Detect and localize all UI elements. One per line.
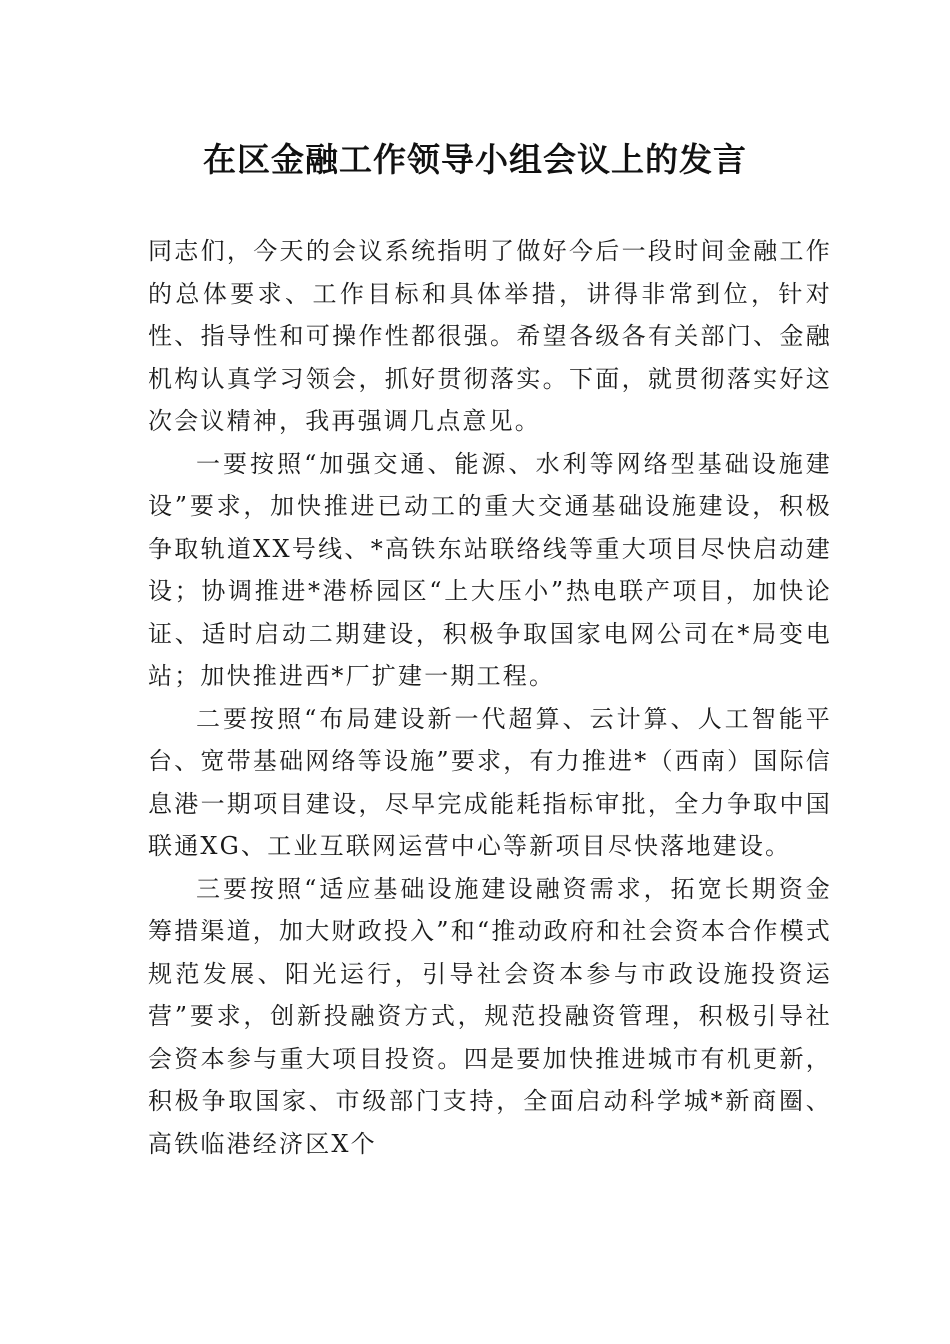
paragraph-opening: 同志们，今天的会议系统指明了做好今后一段时间金融工作的总体要求、工作目标和具体举措，讲得非常到位，针对性、指导性和可操作性都很强。希望各级各有关部门、金融机构认真学习领会，抓好贯彻落实。下面，就贯彻落实好这次会议精神，我再强调几点意见。 xyxy=(148,237,832,435)
document-title: 在区金融工作领导小组会议上的发言 xyxy=(203,140,747,179)
document-body xyxy=(148,230,832,1165)
paragraph-point-two: 二要按照“布局建设新一代超算、云计算、人工智能平台、宽带基础网络等设施”要求，有力推进*（西南）国际信息港一期项目建设，尽早完成能耗指标审批，全力争取中国联通XG、工业互联网运营中心等新项目尽快落地建设。 xyxy=(148,704,832,860)
paragraph-point-three: 三要按照“适应基础设施建设融资需求，拓宽长期资金筹措渠道，加大财政投入”和“推动政府和社会资本合作模式规范发展、阳光运行，引导社会资本参与市政设施投资运营”要求，创新投融资方式，规范投融资管理，积极引导社会资本参与重大项目投资。四是要加快推进城市有机更新，积极争取国家、市级部门支持，全面启动科学城*新商圈、高铁临港经济区X个 xyxy=(148,874,832,1158)
paragraph-point-one: 一要按照“加强交通、能源、水利等网络型基础设施建设”要求，加快推进已动工的重大交通基础设施建设，积极争取轨道XX号线、*高铁东站联络线等重大项目尽快启动建设；协调推进*港桥园区“上大压小”热电联产项目，加快论证、适时启动二期建设，积极争取国家电网公司在*局变电站；加快推进西*厂扩建一期工程。 xyxy=(148,449,832,690)
